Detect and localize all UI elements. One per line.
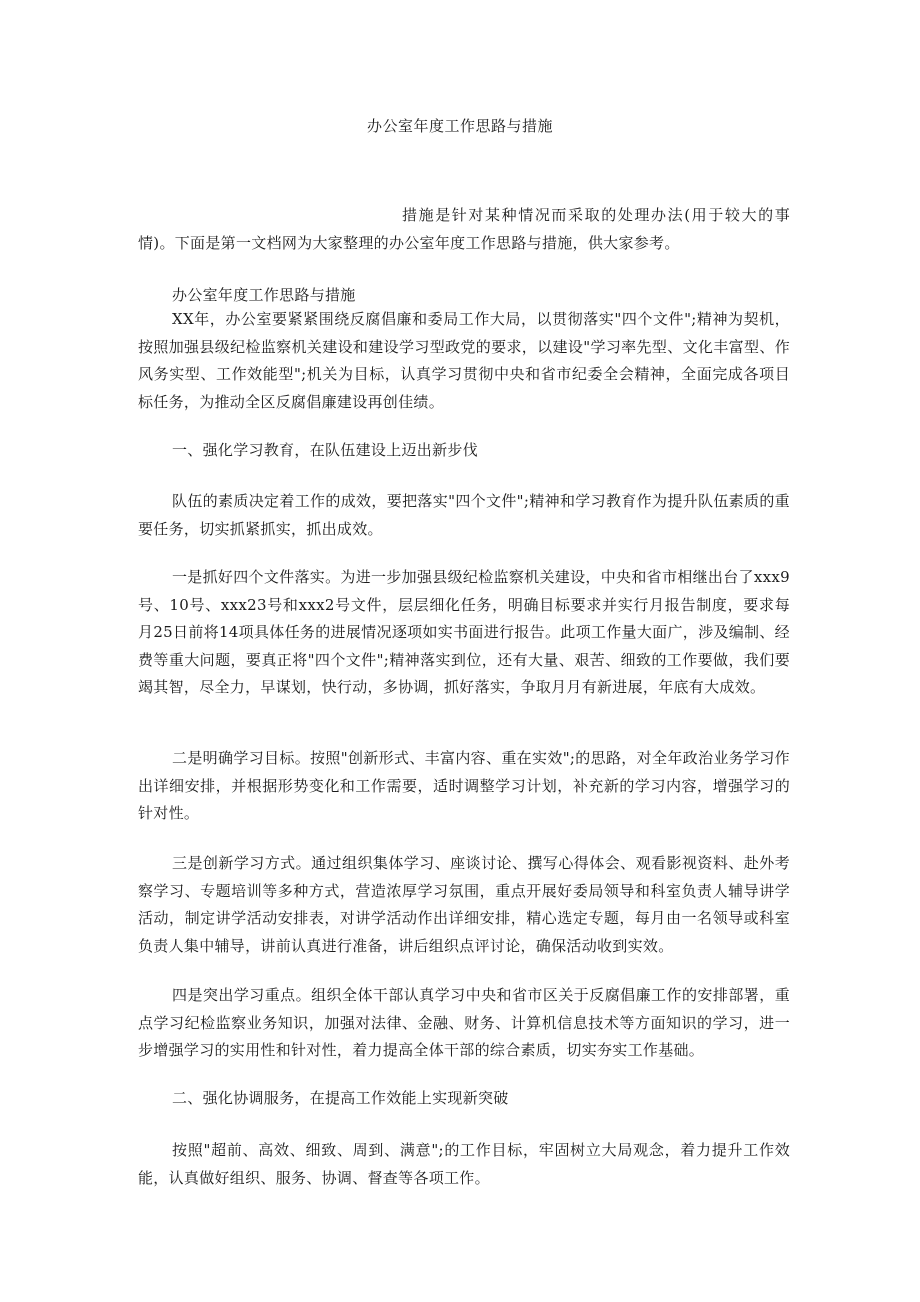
subtitle: 办公室年度工作思路与措施 <box>172 286 356 304</box>
document-title: 办公室年度工作思路与措施 <box>366 117 553 135</box>
overview-paragraph: XX年，办公室要紧紧围绕反腐倡廉和委局工作大局，以贯彻落实"四个文件";精神为契机，按照加强县级纪检监察机关建设和建设学习型政党的要求，以建设"学习率先型、文化丰富型、作风务实型、工作效能型";机关为目标，认真学习贯彻中央和省市纪委全会精神，全面完成各项目标任务，为推动全区反腐倡廉建设再创佳绩。 <box>138 310 790 411</box>
paragraph-team-quality: 队伍的素质决定着工作的成效，要把落实"四个文件";精神和学习教育作为提升队伍素质的重要任务，切实抓紧抓实，抓出成效。 <box>138 492 790 538</box>
intro-paragraph: 措施是针对某种情况而采取的处理办法(用于较大的事情)。下面是第一文档网为大家整理的办公室年度工作思路与措施，供大家参考。 <box>138 206 790 252</box>
paragraph-study-focus: 四是突出学习重点。组织全体干部认真学习中央和省市区关于反腐倡廉工作的安排部署，重点学习纪检监察业务知识，加强对法律、金融、财务、计算机信息技术等方面知识的学习，进一步增强学习的实用性和针对性，着力提高全体干部的综合素质，切实夯实工作基础。 <box>138 986 790 1059</box>
paragraph-study-methods: 三是创新学习方式。通过组织集体学习、座谈讨论、撰写心得体会、观看影视资料、赴外考察学习、专题培训等多种方式，营造浓厚学习氛围，重点开展好委局领导和科室负责人辅导讲学活动，制定讲学活动安排表，对讲学活动作出详细安排，精心选定专题，每月由一名领导或科室负责人集中辅导，讲前认真进行准备，讲后组织点评讨论，确保活动收到实效。 <box>138 854 790 955</box>
paragraph-study-goals: 二是明确学习目标。按照"创新形式、丰富内容、重在实效";的思路，对全年政治业务学习作出详细安排，并根据形势变化和工作需要，适时调整学习计划，补充新的学习内容，增强学习的针对性。 <box>138 749 790 822</box>
paragraph-service-goals: 按照"超前、高效、细致、周到、满意";的工作目标，牢固树立大局观念，着力提升工作效能，认真做好组织、服务、协调、督查等各项工作。 <box>138 1141 790 1187</box>
paragraph-four-documents: 一是抓好四个文件落实。为进一步加强县级纪检监察机关建设，中央和省市相继出台了xxx9号、10号、xxx23号和xxx2号文件，层层细化任务，明确目标要求并实行月报告制度，要求每月25日前将14项具体任务的进展情况逐项如实书面进行报告。此项工作量大面广，涉及编制、经费等重大问题，要真正将"四个文件";精神落实到位，还有大量、艰苦、细致的工作要做，我们要竭其智，尽全力，早谋划，快行动，多协调，抓好落实，争取月月有新进展，年底有大成效。 <box>138 568 790 696</box>
section-heading-1: 一、强化学习教育，在队伍建设上迈出新步伐 <box>172 441 479 459</box>
section-heading-2: 二、强化协调服务，在提高工作效能上实现新突破 <box>172 1089 509 1107</box>
